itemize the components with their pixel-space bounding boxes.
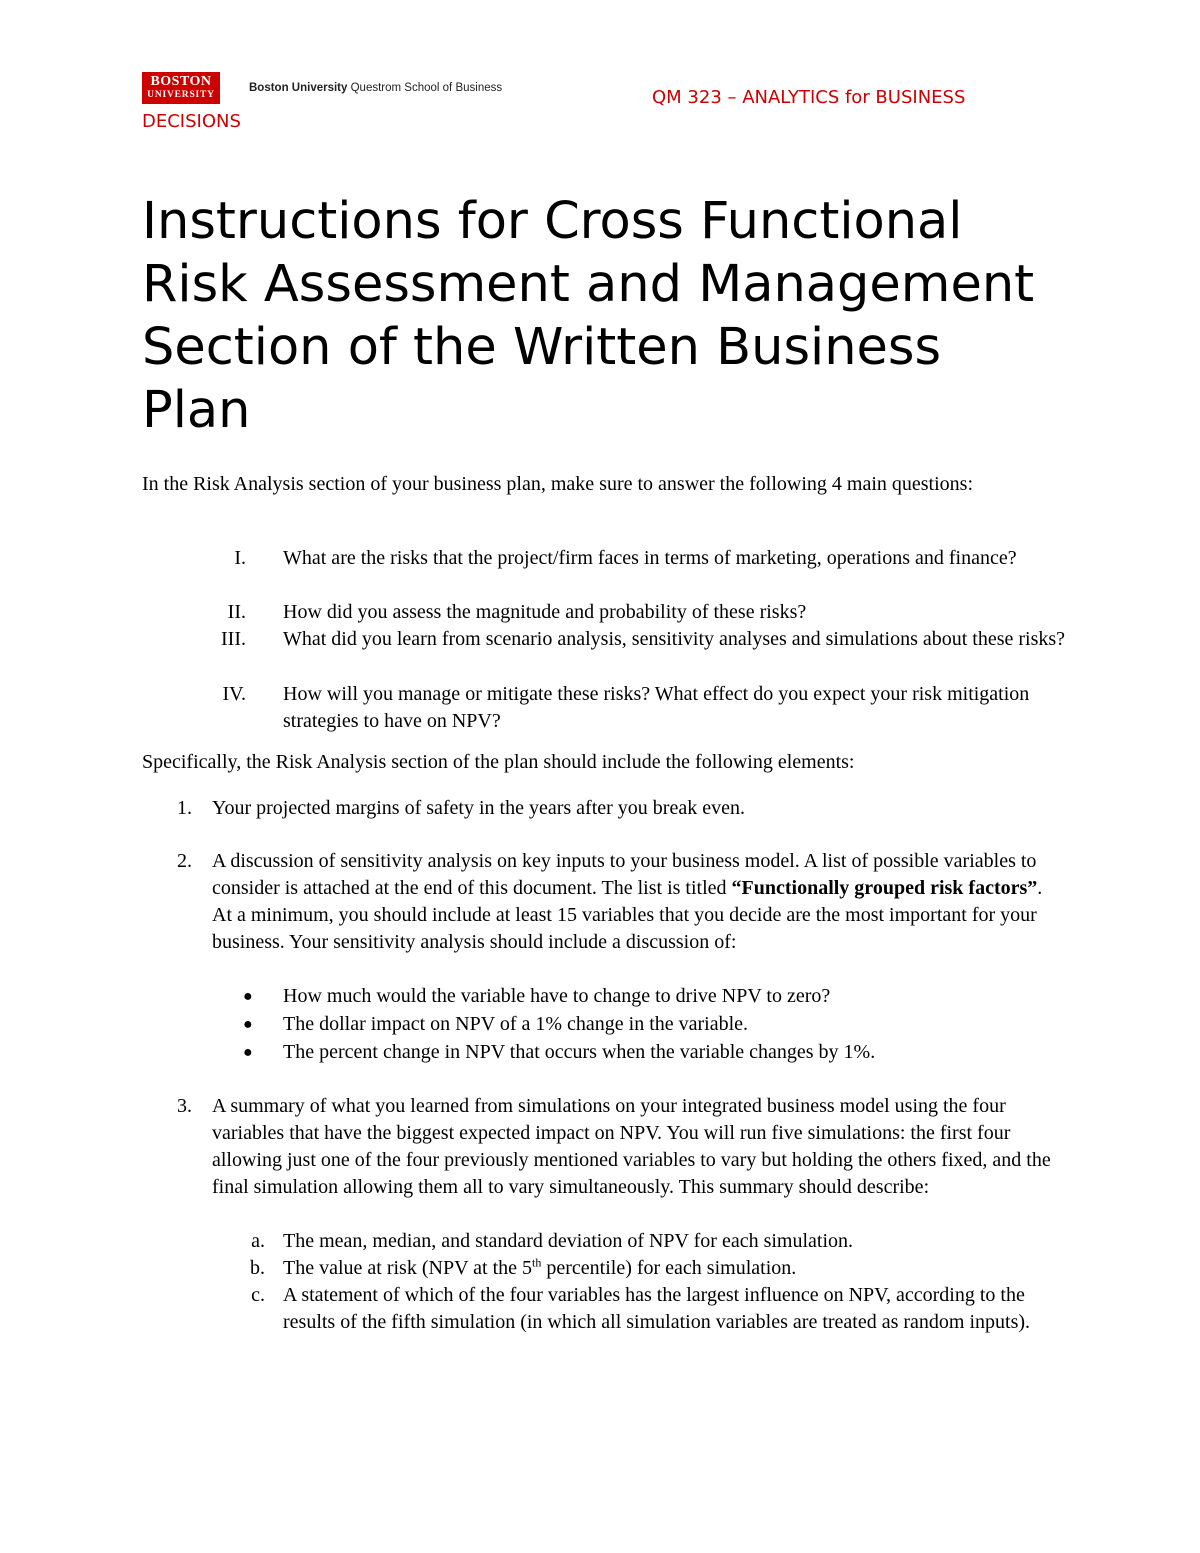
course-title: QM 323 – ANALYTICS for BUSINESS: [652, 87, 966, 108]
question-number: III.: [221, 628, 246, 650]
question-text: How will you manage or mitigate these risks? What effect do you expect your risk mitigation strategies to have on NPV?: [283, 683, 1030, 732]
school-name-rest: Questrom School of Business: [347, 82, 503, 94]
sub-item-letter: a.: [251, 1230, 265, 1252]
bullet-text: How much would the variable have to change to drive NPV to zero?: [283, 985, 831, 1007]
logo-line1: BOSTON: [150, 74, 212, 89]
intro-paragraph: In the Risk Analysis section of your business plan, make sure to answer the following 4 main questions:: [142, 473, 973, 495]
item-number: 2.: [177, 850, 192, 872]
bullet-glyph: ●: [243, 1016, 253, 1033]
bullet-glyph: ●: [243, 988, 253, 1005]
question-text: What did you learn from scenario analysis, sensitivity analyses and simulations about these risks?: [283, 628, 1066, 650]
sub-item-text-part: percentile) for each simulation.: [541, 1257, 797, 1279]
question-number: II.: [227, 601, 246, 623]
logo-line2: UNIVERSITY: [147, 90, 215, 100]
item-text: A summary of what you learned from simulations on your integrated business model using the four variables that have the biggest expected impact on NPV. You will run five simulations: the first four allowing just one of the four previously mentioned variables to vary but holding the others fixed, and the final simulation allowing them all to vary simultaneously. This summary should describe:: [212, 1095, 1051, 1198]
question-text: How did you assess the magnitude and probability of these risks?: [283, 601, 807, 623]
item-number: 1.: [177, 797, 192, 819]
item-number: 3.: [177, 1095, 192, 1117]
school-name-bold: Boston University: [249, 82, 348, 94]
item-text-part: . At a minimum, you should include at least 15 variables that you decide are the most important for your business. Your sensitivity analysis should include a discussion of:: [212, 877, 1043, 953]
item-text-bold: “Functionally grouped risk factors”: [731, 877, 1038, 899]
question-number: IV.: [222, 683, 246, 705]
sub-item-text: A statement of which of the four variables has the largest influence on NPV, according to the results of the fifth simulation (in which all simulation variables are treated as random inputs).: [283, 1284, 1031, 1333]
bullet-text: The percent change in NPV that occurs when the variable changes by 1%.: [283, 1041, 876, 1063]
specifically-paragraph: Specifically, the Risk Analysis section of the plan should include the following elements:: [142, 751, 855, 773]
item-text-part: A discussion of sensitivity analysis on key inputs to your business model. A list of possible variables to consider is attached at the end of this document. The list is titled: [212, 850, 1037, 899]
superscript: th: [532, 1255, 542, 1270]
course-title-continued: DECISIONS: [142, 111, 241, 132]
item-text: [212, 848, 1062, 956]
question-text: What are the risks that the project/firm faces in terms of marketing, operations and finance?: [283, 547, 1017, 569]
bullet-text: The dollar impact on NPV of a 1% change in the variable.: [283, 1013, 749, 1035]
sub-item-text: [283, 1255, 1073, 1282]
document-title: Instructions for Cross Functional Risk Assessment and Management Section of the Written Business Plan: [142, 192, 1035, 440]
school-name: [249, 82, 502, 94]
sub-item-text: The mean, median, and standard deviation of NPV for each simulation.: [283, 1230, 854, 1252]
bullet-glyph: ●: [243, 1044, 253, 1061]
sub-item-letter: b.: [250, 1257, 265, 1279]
item-text: Your projected margins of safety in the years after you break even.: [212, 797, 745, 819]
bu-logo: [142, 72, 220, 104]
question-number: I.: [234, 547, 246, 569]
sub-item-text-part: The value at risk (NPV at the 5: [283, 1257, 533, 1279]
sub-item-letter: c.: [251, 1284, 265, 1306]
